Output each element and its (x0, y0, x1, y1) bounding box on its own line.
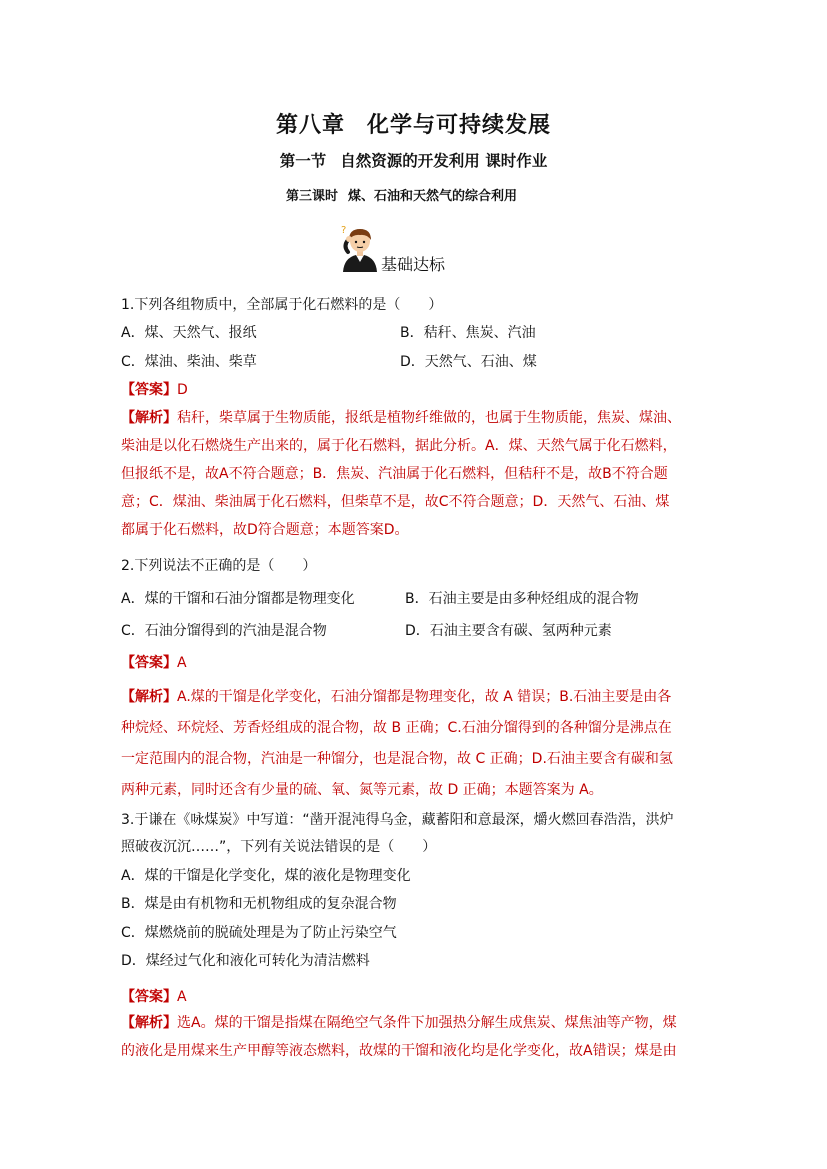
q3-option-b: B．煤是由有机物和无机物组成的复杂混合物 (121, 896, 397, 912)
section-name: 自然资源的开发利用 课时作业 (340, 151, 548, 170)
q3-option-c: C．煤燃烧前的脱硫处理是为了防止污染空气 (121, 925, 397, 941)
answer-value: D (177, 382, 188, 398)
chapter-title (0, 108, 827, 139)
lesson-number: 第三课时 (286, 189, 339, 204)
question-2-stem: 2.下列说法不正确的是（ ） (121, 558, 317, 574)
analysis-tag: 【解析】 (121, 410, 177, 426)
answer-value: A (177, 989, 187, 1005)
chapter-number: 第八章 (275, 112, 345, 138)
svg-text:?: ? (341, 225, 347, 236)
q1-analysis-line: 都属于化石燃料，故D符合题意；本题答案D。 (121, 522, 409, 538)
analysis-text: A.煤的干馏是化学变化，石油分馏都是物理变化，故 A 错误；B.石油主要是由各 (177, 689, 672, 705)
q3-answer (121, 987, 187, 1007)
q1-option-b: B．秸秆、焦炭、汽油 (400, 325, 536, 341)
lesson-name: 煤、石油和天然气的综合利用 (348, 189, 518, 204)
section-title (0, 149, 827, 171)
banner-label: 基础达标 (381, 255, 446, 274)
q2-option-c: C．石油分馏得到的汽油是混合物 (121, 623, 327, 639)
q2-answer (121, 653, 187, 673)
q2-analysis-line: 种烷烃、环烷烃、芳香烃组成的混合物，故 B 正确；C.石油分馏得到的各种馏分是沸点在 (121, 720, 672, 736)
q1-analysis-line: 但报纸不是，故A不符合题意；B．焦炭、汽油属于化石燃料，但秸秆不是，故B不符合题 (121, 466, 668, 482)
q2-option-b: B．石油主要是由多种烃组成的混合物 (405, 591, 639, 607)
chapter-name: 化学与可持续发展 (367, 112, 552, 138)
analysis-tag: 【解析】 (121, 689, 177, 705)
lesson-title (286, 185, 517, 204)
q2-option-a: A．煤的干馏和石油分馏都是物理变化 (121, 591, 355, 607)
analysis-text: 选A。煤的干馏是指煤在隔绝空气条件下加强热分解生成焦炭、煤焦油等产物，煤 (177, 1015, 677, 1031)
q2-analysis-line: 两种元素，同时还含有少量的硫、氧、氮等元素，故 D 正确；本题答案为 A。 (121, 782, 603, 798)
answer-value: A (177, 655, 187, 671)
question-1-stem: 1.下列各组物质中，全部属于化石燃料的是（ ） (121, 297, 443, 313)
answer-tag: 【答案】 (121, 382, 177, 398)
question-3-stem: 3.于谦在《咏煤炭》中写道：“凿开混沌得乌金，藏蓄阳和意最深，爝火燃回春浩浩，洪炉 (121, 812, 674, 828)
q1-option-d: D．天然气、石油、煤 (400, 354, 537, 370)
q1-analysis-line (121, 408, 681, 428)
q3-option-a: A．煤的干馏是化学变化，煤的液化是物理变化 (121, 868, 411, 884)
q2-option-d: D．石油主要含有碳、氢两种元素 (405, 623, 612, 639)
q1-analysis-line: 柴油是以化石燃烧生产出来的，属于化石燃料，据此分析。A．煤、天然气属于化石燃料， (121, 438, 677, 454)
answer-tag: 【答案】 (121, 989, 177, 1005)
q2-analysis-line (121, 687, 671, 707)
q3-analysis-line (121, 1013, 677, 1033)
q3-analysis-line: 的液化是用煤来生产甲醇等液态燃料，故煤的干馏和液化均是化学变化，故A错误；煤是由 (121, 1043, 677, 1059)
q3-option-d: D．煤经过气化和液化可转化为清洁燃料 (121, 953, 370, 969)
q1-analysis-line: 意；C．煤油、柴油属于化石燃料，但柴草不是，故C不符合题意；D．天然气、石油、煤 (121, 494, 670, 510)
analysis-tag: 【解析】 (121, 1015, 177, 1031)
q2-analysis-line: 一定范围内的混合物，汽油是一种馏分，也是混合物，故 C 正确；D.石油主要含有碳和氢 (121, 751, 673, 767)
question-3-stem: 照破夜沉沉……”，下列有关说法错误的是（ ） (121, 839, 437, 855)
q1-answer (121, 380, 188, 400)
q1-option-a: A．煤、天然气、报纸 (121, 325, 257, 341)
q1-option-c: C．煤油、柴油、柴草 (121, 354, 257, 370)
analysis-text: 秸秆，柴草属于生物质能，报纸是植物纤维做的，也属于生物质能，焦炭、煤油、 (177, 410, 681, 426)
thinking-boy-icon (340, 224, 380, 274)
answer-tag: 【答案】 (121, 655, 177, 671)
section-number: 第一节 (279, 151, 327, 170)
